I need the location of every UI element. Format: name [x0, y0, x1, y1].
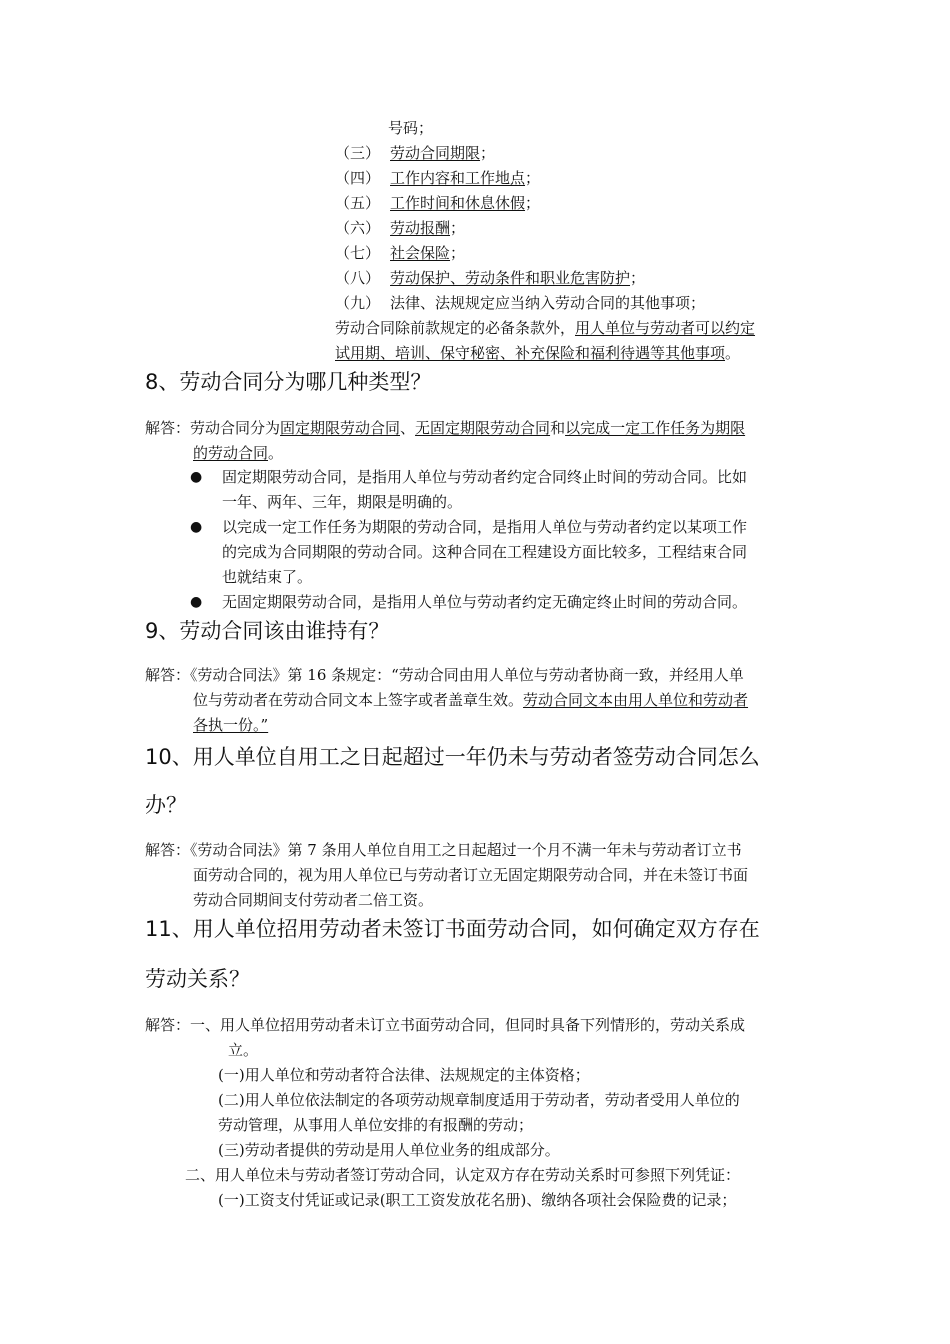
- answer-line: 解答：一、用人单位招用劳动者未订立书面劳动合同，但同时具备下列情形的，劳动关系成: [145, 1016, 746, 1034]
- text-segment: ；: [480, 144, 496, 162]
- answer-line: 面劳动合同的，视为用人单位已与劳动者订立无固定期限劳动合同，并在未签订书面: [193, 866, 749, 884]
- question-heading: 11、用人单位招用劳动者未签订书面劳动合同，如何确定双方存在: [145, 917, 760, 941]
- bullet-icon: ●: [190, 519, 203, 535]
- list-item-text: [390, 294, 705, 312]
- list-item: [335, 168, 540, 188]
- text-segment: 、: [400, 419, 416, 437]
- underlined-text: 工作时间和休息休假: [390, 194, 526, 212]
- list-item: [335, 143, 495, 163]
- text-segment: 位与劳动者在劳动合同文本上签字或者盖章生效。: [193, 691, 524, 709]
- text-segment: 。: [268, 444, 284, 462]
- answer-line: 解答：《劳动合同法》第 16 条规定：“劳动合同由用人单位与劳动者协商一致，并经用人单: [145, 666, 744, 684]
- list-item-number: （九）: [335, 294, 381, 312]
- underlined-text: 以完成一定工作任务为期限: [565, 419, 746, 437]
- text-segment: ；: [525, 169, 541, 187]
- underlined-text: 社会保险: [390, 244, 451, 262]
- text-segment: 法律、法规规定应当纳入劳动合同的其他事项；: [390, 294, 706, 312]
- list-item-number: （四）: [335, 169, 381, 187]
- answer-line: 劳动管理，从事用人单位安排的有报酬的劳动；: [218, 1116, 534, 1134]
- text-segment: ；: [630, 269, 646, 287]
- underlined-text: 无固定期限劳动合同: [415, 419, 551, 437]
- underlined-text: 的劳动合同: [193, 444, 269, 462]
- list-item-text: [390, 194, 540, 212]
- underlined-text: 工作内容和工作地点: [390, 169, 526, 187]
- list-item-number: （三）: [335, 144, 381, 162]
- question-heading: 8、劳动合同分为哪几种类型？: [145, 370, 432, 394]
- bullet-text: 也就结束了。: [222, 568, 313, 586]
- list-item-number: （五）: [335, 194, 381, 212]
- answer-line: (三)劳动者提供的劳动是用人单位业务的组成部分。: [218, 1141, 560, 1159]
- list-item: [335, 218, 465, 238]
- list-item-number: （八）: [335, 269, 381, 287]
- bullet-text: 固定期限劳动合同，是指用人单位与劳动者约定合同终止时间的劳动合同。比如: [222, 468, 748, 486]
- answer-line: 劳动合同期间支付劳动者二倍工资。: [193, 891, 434, 909]
- underlined-text: 劳动合同期限: [390, 144, 481, 162]
- underlined-text: 劳动合同文本由用人单位和劳动者: [523, 691, 749, 709]
- list-item-text: [390, 219, 465, 237]
- list-item-text: [390, 169, 540, 187]
- text-segment: ；: [450, 219, 466, 237]
- answer-line: (二)用人单位依法制定的各项劳动规章制度适用于劳动者，劳动者受用人单位的: [218, 1091, 740, 1109]
- bullet-text: 以完成一定工作任务为期限的劳动合同，是指用人单位与劳动者约定以某项工作: [222, 518, 748, 536]
- list-item-number: （六）: [335, 219, 381, 237]
- text-segment: ；: [525, 194, 541, 212]
- bullet-icon: ●: [190, 594, 203, 610]
- underlined-text: 用人单位与劳动者可以约定: [575, 319, 756, 337]
- underlined-text: 试用期、培训、保守秘密、补充保险和福利待遇等其他事项: [335, 344, 726, 362]
- bullet-text: 无固定期限劳动合同，是指用人单位与劳动者约定无确定终止时间的劳动合同。: [222, 593, 748, 611]
- list-item: [335, 193, 540, 213]
- answer-line: [193, 715, 268, 735]
- underlined-text: 固定期限劳动合同: [280, 419, 401, 437]
- closing-paragraph-line: [335, 318, 755, 338]
- text-segment: 劳动合同除前款规定的必备条款外，: [335, 319, 576, 337]
- bullet-icon: ●: [190, 469, 203, 485]
- question-heading: 9、劳动合同该由谁持有？: [145, 619, 390, 643]
- text-segment: 解答：劳动合同分为: [145, 419, 281, 437]
- question-heading: 10、用人单位自用工之日起超过一年仍未与劳动者签劳动合同怎么: [145, 745, 760, 769]
- text-segment: 。: [725, 344, 741, 362]
- list-item-text: [390, 244, 465, 262]
- text-segment: 和: [550, 419, 566, 437]
- bullet-text: 一年、两年、三年，期限是明确的。: [222, 493, 463, 511]
- bullet-text: 的完成为合同期限的劳动合同。这种合同在工程建设方面比较多，工程结束合同: [222, 543, 748, 561]
- text-segment: ；: [450, 244, 466, 262]
- list-continuation: 号码；: [388, 119, 434, 137]
- underlined-text: 劳动保护、劳动条件和职业危害防护: [390, 269, 631, 287]
- list-item-text: [390, 269, 645, 287]
- answer-line: 解答：《劳动合同法》第 7 条用人单位自用工之日起超过一个月不满一年未与劳动者订立书: [145, 841, 742, 859]
- underlined-text: 各执一份。”: [193, 716, 269, 734]
- answer-line: [193, 443, 283, 463]
- list-item-text: [390, 144, 495, 162]
- list-item-number: （七）: [335, 244, 381, 262]
- answer-line: [193, 690, 748, 710]
- underlined-text: 劳动报酬: [390, 219, 451, 237]
- closing-paragraph-line: [335, 343, 740, 363]
- question-heading-continued: 劳动关系？: [145, 967, 250, 991]
- list-item: [335, 243, 465, 263]
- answer-line: 二、用人单位未与劳动者签订劳动合同，认定双方存在劳动关系时可参照下列凭证：: [185, 1166, 741, 1184]
- question-heading-continued: 办？: [145, 793, 187, 817]
- answer-line: (一)工资支付凭证或记录(职工工资发放花名册)、缴纳各项社会保险费的记录；: [218, 1191, 737, 1209]
- answer-line: 立。: [228, 1041, 259, 1059]
- answer-line: [145, 418, 745, 438]
- list-item: [335, 268, 645, 288]
- list-item: [335, 293, 705, 313]
- answer-line: (一)用人单位和劳动者符合法律、法规规定的主体资格；: [218, 1066, 590, 1084]
